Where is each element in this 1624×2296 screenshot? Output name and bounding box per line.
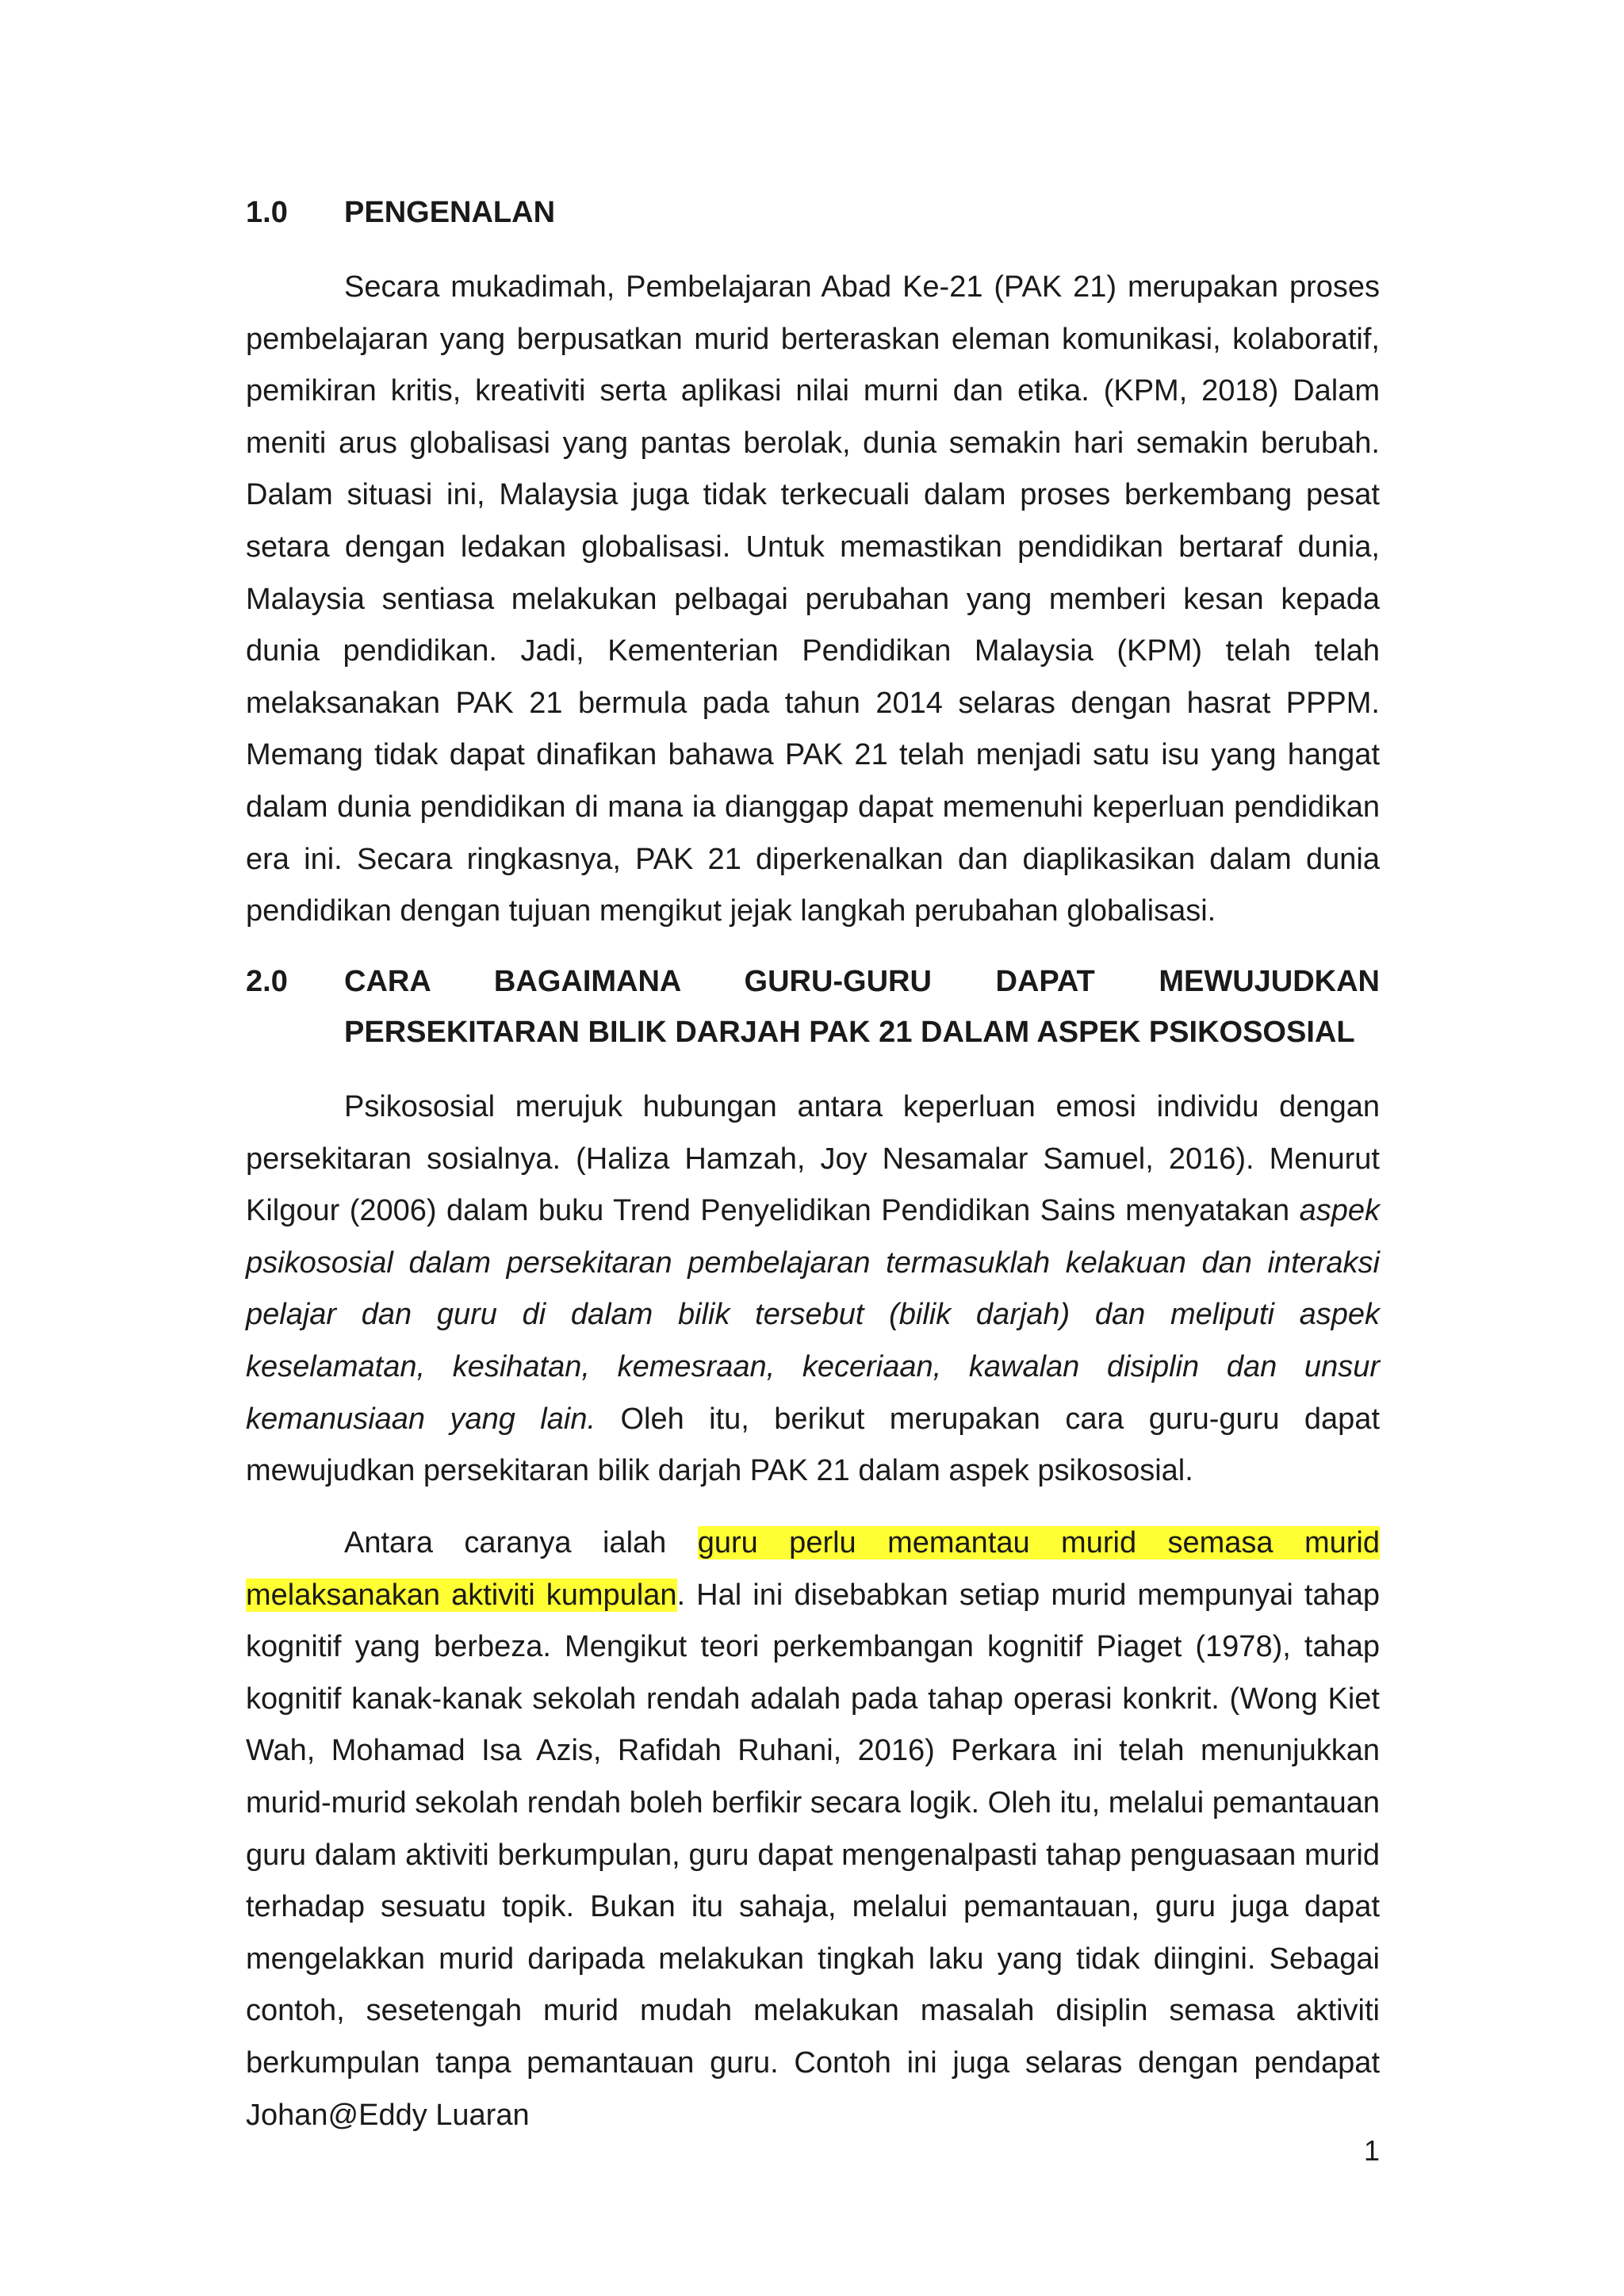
section-2-number: 2.0 (246, 965, 288, 998)
section-1-paragraph (246, 262, 1380, 938)
page-number: 1 (1363, 2134, 1380, 2167)
paragraph-1-italic-quote: aspek psikososial dalam persekitaran pembelajaran termasuklah kelakuan dan interaksi pelajar dan guru di dalam bilik tersebut (bilik darjah) dan meliputi aspek keselamatan, kesihatan, kemesraan, keceriaan, kawalan disiplin dan unsur kemanusiaan yang lain. (246, 1194, 1380, 1436)
section-2-title (344, 956, 1380, 1058)
paragraph-2-text-end: . Hal ini disebabkan setiap murid mempunyai tahap kognitif yang berbeza. Mengikut teori perkembangan kognitif Piaget (1978), tahap kognitif kanak-kanak sekolah rendah adalah pada tahap operasi konkrit. (Wong Kiet Wah, Mohamad Isa Azis, Rafidah Ruhani, 2016) Perkara ini telah menunjukkan murid-murid sekolah rendah boleh berfikir secara logik. Oleh itu, melalui pemantauan guru dalam aktiviti berkumpulan, guru dapat mengenalpasti tahap penguasaan murid terhadap sesuatu topik. Bukan itu sahaja, melalui pemantauan, guru juga dapat mengelakkan murid daripada melakukan tingkah laku yang tidak diingini. Sebagai contoh, sesetengah murid mudah melakukan masalah disiplin semasa aktiviti berkumpulan tanpa pemantauan guru. Contoh ini juga selaras dengan pendapat Johan@Eddy Luaran (246, 1578, 1381, 2132)
section-1-heading (246, 187, 1380, 238)
paragraph-1-text-start: Psikososial merujuk hubungan antara keperluan emosi individu dengan persekitaran sosialnya. (Haliza Hamzah, Joy Nesamalar Samuel, 2016). Menurut Kilgour (2006) dalam buku Trend Penyelidikan Pendidikan Sains menyatakan (246, 1090, 1380, 1228)
section-2-paragraph-2 (246, 1517, 1380, 2141)
paragraph-2-text-start: Antara caranya ialah (344, 1526, 698, 1559)
section-1-title: PENGENALAN (344, 196, 556, 229)
section-2-heading (246, 956, 1380, 1059)
section-2-paragraph-1 (246, 1081, 1380, 1498)
section-1-number: 1.0 (246, 196, 288, 229)
section-2-title-line2: PERSEKITARAN BILIK DARJAH PAK 21 DALAM ASPEK PSIKOSOSIAL (344, 1016, 1355, 1049)
section-1-paragraph-text: Secara mukadimah, Pembelajaran Abad Ke-21 (PAK 21) merupakan proses pembelajaran yang berpusatkan murid berteraskan eleman komunikasi, kolaboratif, pemikiran kritis, kreativiti serta aplikasi nilai murni dan etika. (KPM, 2018) Dalam meniti arus globalisasi yang pantas berolak, dunia semakin hari semakin berubah. Dalam situasi ini, Malaysia juga tidak terkecuali dalam proses berkembang pesat setara dengan ledakan globalisasi. Untuk memastikan pendidikan bertaraf dunia, Malaysia sentiasa melakukan pelbagai perubahan yang memberi kesan kepada dunia pendidikan. Jadi, Kementerian Pendidikan Malaysia (KPM) telah telah melaksanakan PAK 21 bermula pada tahun 2014 selaras dengan hasrat PPPM. Memang tidak dapat dinafikan bahawa PAK 21 telah menjadi satu isu yang hangat dalam dunia pendidikan di mana ia dianggap dapat memenuhi keperluan pendidikan era ini. Secara ringkasnya, PAK 21 diperkenalkan dan diaplikasikan dalam dunia pendidikan dengan tujuan mengikut jejak langkah perubahan globalisasi. (246, 270, 1380, 928)
paragraph-1-text-end: Oleh itu, berikut merupakan cara guru-guru dapat mewujudkan persekitaran bilik darjah PAK 21 dalam aspek psikososial. (246, 1402, 1381, 1488)
paragraph-2-highlighted-text: guru perlu memantau murid semasa murid melaksanakan aktiviti kumpulan (246, 1526, 1380, 1612)
section-2-title-line1: CARA BAGAIMANA GURU-GURU DAPAT MEWUJUDKAN (344, 965, 1380, 998)
